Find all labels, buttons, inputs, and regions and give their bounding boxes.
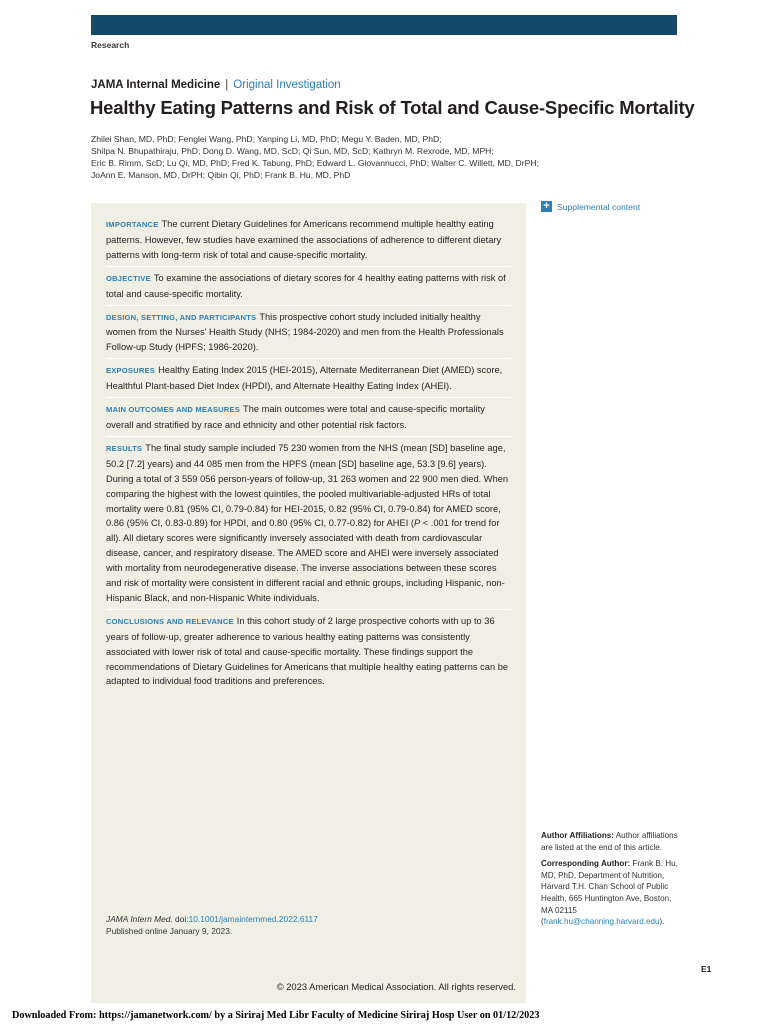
abstract-results (106, 441, 511, 610)
abstract-exposures (106, 363, 511, 398)
abstract-heading: IMPORTANCE (106, 220, 159, 229)
abstract-panel (91, 203, 526, 1003)
author-affiliations (541, 830, 681, 853)
abstract-text: In this cohort study of 2 large prospective cohorts with up to 36 years of follow-up, greater adherence to various healthy eating patterns was consistently associated with lower risk of total and cause-specific mortality. These findings support the recommendations of Dietary Guidelines for Americans that multiple healthy eating patterns can be adapted to individual food traditions and preferences. (106, 615, 509, 687)
abstract-heading: OBJECTIVE (106, 273, 151, 283)
abstract-design (106, 310, 511, 360)
author-line: Zhilei Shan, MD, PhD; Fenglei Wang, PhD; Yanping Li, MD, PhD; Megu Y. Baden, MD, PhD; (91, 134, 442, 144)
corresponding-text: Frank B. Hu, MD, PhD, Department of Nutrition, Harvard T.H. Chan School of Public Health, 665 Huntington Ave, Boston, MA 02115 ( (541, 859, 678, 927)
abstract-heading: RESULTS (106, 443, 143, 453)
author-line: JoAnn E. Manson, MD, DrPH; Qibin Qi, PhD; Frank B. Hu, MD, PhD (91, 170, 351, 180)
doi-prefix: doi: (172, 914, 189, 924)
author-line: Shilpa N. Bhupathiraju, PhD; Dong D. Wang, MD, ScD; Qi Sun, MD, ScD; Kathryn M. Rexrode, MD, MPH; (91, 146, 494, 156)
p-value-symbol: P (413, 518, 421, 529)
plus-icon: + (541, 201, 552, 212)
corresponding-end: ). (659, 917, 665, 927)
supplemental-label: Supplemental content (557, 201, 641, 212)
journal-abbrev: JAMA Intern Med. (106, 914, 173, 924)
article-title: Healthy Eating Patterns and Risk of Total and Cause-Specific Mortality (90, 97, 695, 118)
corresponding-author (541, 858, 681, 928)
author-line: Eric B. Rimm, ScD; Lu Qi, MD, PhD; Fred K. Tabung, PhD; Edward L. Giovannucci, PhD; Walter C. Willett, MD, DrPH; (91, 158, 539, 168)
abstract-text: Healthy Eating Index 2015 (HEI-2015), Alternate Mediterranean Diet (AMED) score, Healthful Plant-based Diet Index (HPDI), and Alternate Healthy Eating Index (AHEI). (106, 365, 503, 392)
citation-block (106, 914, 318, 937)
article-type-link[interactable]: Original Investigation (233, 79, 341, 91)
corresponding-label: Corresponding Author: (541, 859, 631, 869)
doi-link[interactable]: 10.1001/jamainternmed.2022.6117 (188, 914, 318, 924)
abstract-heading: MAIN OUTCOMES AND MEASURES (106, 405, 241, 415)
journal-line (91, 79, 341, 91)
affiliations-label: Author Affiliations: (541, 831, 614, 840)
abstract-heading: DESIGN, SETTING, AND PARTICIPANTS (106, 312, 257, 322)
page-number: E1 (701, 964, 712, 974)
author-list (91, 133, 551, 181)
abstract-conclusions (106, 614, 511, 693)
journal-name: JAMA Internal Medicine (91, 79, 221, 91)
abstract-text: < .001 for trend for all). All dietary scores were significantly inversely associated with death from cardiovascular disease, cancer, and respiratory disease. The AMED score and AHEI were inversely associated with mortality from neurodegenerative disease. The inverse associations between these scores and risk of mortality were consistent in different racial and ethnic groups, including Hispanic, non-Hispanic Black, and non-Hispanic White individuals. (106, 518, 505, 603)
supplemental-content-link[interactable] (541, 201, 640, 212)
section-label: Research (91, 40, 130, 50)
abstract-heading: CONCLUSIONS AND RELEVANCE (106, 616, 234, 626)
author-info-sidebar (541, 830, 681, 933)
abstract-importance (106, 217, 511, 267)
journal-header-bar (91, 15, 677, 35)
abstract-text: This prospective cohort study included initially healthy women from the Nurses' Health Study (NHS; 1984-2020) and men from the Health Professionals Follow-up Study (HPFS; 1986-2020). (106, 311, 504, 353)
abstract-outcomes (106, 402, 511, 437)
published-date: Published online January 9, 2023. (106, 925, 233, 936)
abstract-text: The final study sample included 75 230 women from the NHS (mean [SD] baseline age, 50.2 [7.2] years) and 44 085 men from the HPFS (mean [SD] baseline age, 53.3 [9.6] years). During a total of 3 559 056 person-years of follow-up, 31 263 women and 22 900 men died. When comparing the highest with the lowest quintiles, the pooled multivariable-adjusted HRs of total mortality were 0.81 (95% CI, 0.79-0.84) for HEI-2015, 0.82 (95% CI, 0.79-0.84) for AMED score, 0.86 (95% CI, 0.83-0.89) for HPDI, and 0.80 (95% CI, 0.77-0.82) for AHEI ( (106, 442, 509, 529)
citation-line (106, 914, 318, 926)
abstract-heading: EXPOSURES (106, 366, 156, 376)
download-notice: Downloaded From: https://jamanetwork.com/ by a Siriraj Med Libr Faculty of Medicine Siriraj Hosp User on 01/12/2023 (12, 1010, 540, 1021)
email-link[interactable]: frank.hu@channing.harvard.edu (543, 917, 660, 927)
journal-separator: | (225, 79, 229, 91)
abstract-objective (106, 271, 511, 306)
abstract-text: To examine the associations of dietary scores for 4 healthy eating patterns with risk of total and cause-specific mortality. (106, 272, 506, 299)
copyright-notice: © 2023 American Medical Association. All rights reserved. (276, 981, 516, 992)
affiliations-text: Author affiliations are listed at the end of this article. (541, 831, 678, 852)
abstract-text: The current Dietary Guidelines for Americans recommend multiple healthy eating patterns. However, few studies have examined the associations of adherence to different dietary patterns with long-term risk of total and cause-specific mortality. (106, 219, 502, 260)
abstract-text: The main outcomes were total and cause-specific mortality overall and stratified by race and ethnicity and other potential risk factors. (106, 404, 485, 430)
